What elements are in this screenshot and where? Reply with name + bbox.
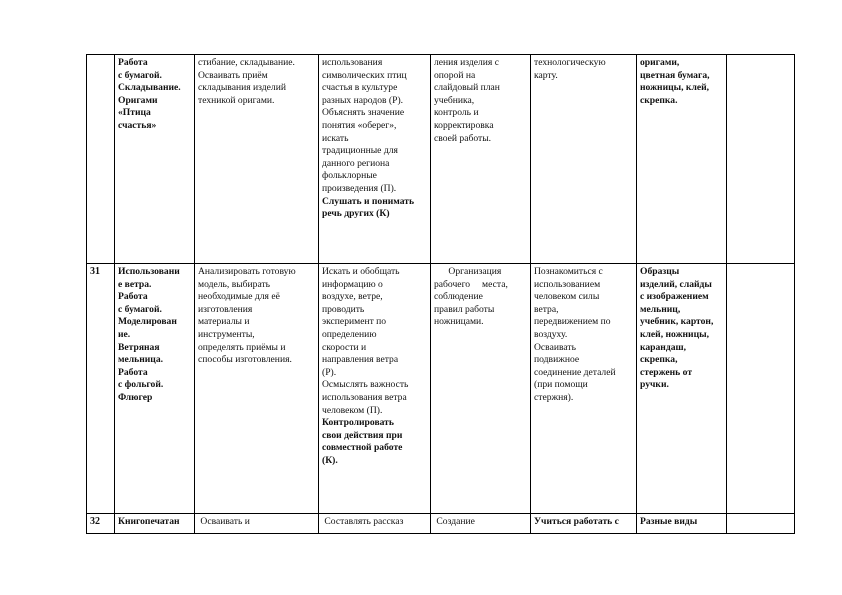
regulatory-actions: Создание <box>431 514 531 534</box>
lesson-number: 32 <box>87 514 115 534</box>
table-row <box>87 264 795 514</box>
activity-description: Осваивать и <box>195 514 319 534</box>
regulatory-actions: ления изделия с опорой на слайдовый план учебника, контроль и корректировка своей работы. <box>431 55 531 264</box>
student-tasks: Учиться работать с <box>531 514 637 534</box>
learning-outcomes: Искать и обобщать информацию о воздухе, ветре, проводить эксперимент по определению скорости и направления ветра (Р). Осмыслять важность использования ветра человеком (П). Контролировать свои действия при совместной работе (К). <box>319 264 431 514</box>
activity-description: стибание, складывание. Осваивать приём складывания изделий техникой оригами. <box>195 55 319 264</box>
student-tasks: технологическую карту. <box>531 55 637 264</box>
materials: Образцы изделий, слайды с изображением мельниц, учебник, картон, клей, ножницы, карандаш, скрепка, стержень от ручки. <box>637 264 727 514</box>
lesson-number <box>87 55 115 264</box>
lesson-topic: Работа с бумагой. Складывание. Оригами «Птица счастья» <box>115 55 195 264</box>
lesson-number: 31 <box>87 264 115 514</box>
lesson-topic: Книгопечатан <box>115 514 195 534</box>
lesson-topic: Использовани е ветра. Работа с бумагой. Моделирован ие. Ветряная мельница. Работа с фольгой. Флюгер <box>115 264 195 514</box>
notes-cell <box>727 264 795 514</box>
student-tasks: Познакомиться с использованием человеком силы ветра, передвижением по воздуху. Осваивать подвижное соединение деталей (при помощи стержня). <box>531 264 637 514</box>
regulatory-actions: Организация рабочего места, соблюдение правил работы ножницами. <box>431 264 531 514</box>
notes-cell <box>727 55 795 264</box>
learning-outcomes: использования символических птиц счастья в культуре разных народов (Р). Объяснять значение понятия «оберег», искать традиционные для данного региона фольклорные произведения (П). Слушать и понимать речь других (К) <box>319 55 431 264</box>
table-row <box>87 514 795 534</box>
learning-outcomes: Составлять рассказ <box>319 514 431 534</box>
notes-cell <box>727 514 795 534</box>
lesson-plan-table <box>86 54 795 534</box>
materials: оригами, цветная бумага, ножницы, клей, скрепка. <box>637 55 727 264</box>
activity-description: Анализировать готовую модель, выбирать необходимые для её изготовления материалы и инструменты, определять приёмы и способы изготовления. <box>195 264 319 514</box>
table-row <box>87 55 795 264</box>
materials: Разные виды <box>637 514 727 534</box>
